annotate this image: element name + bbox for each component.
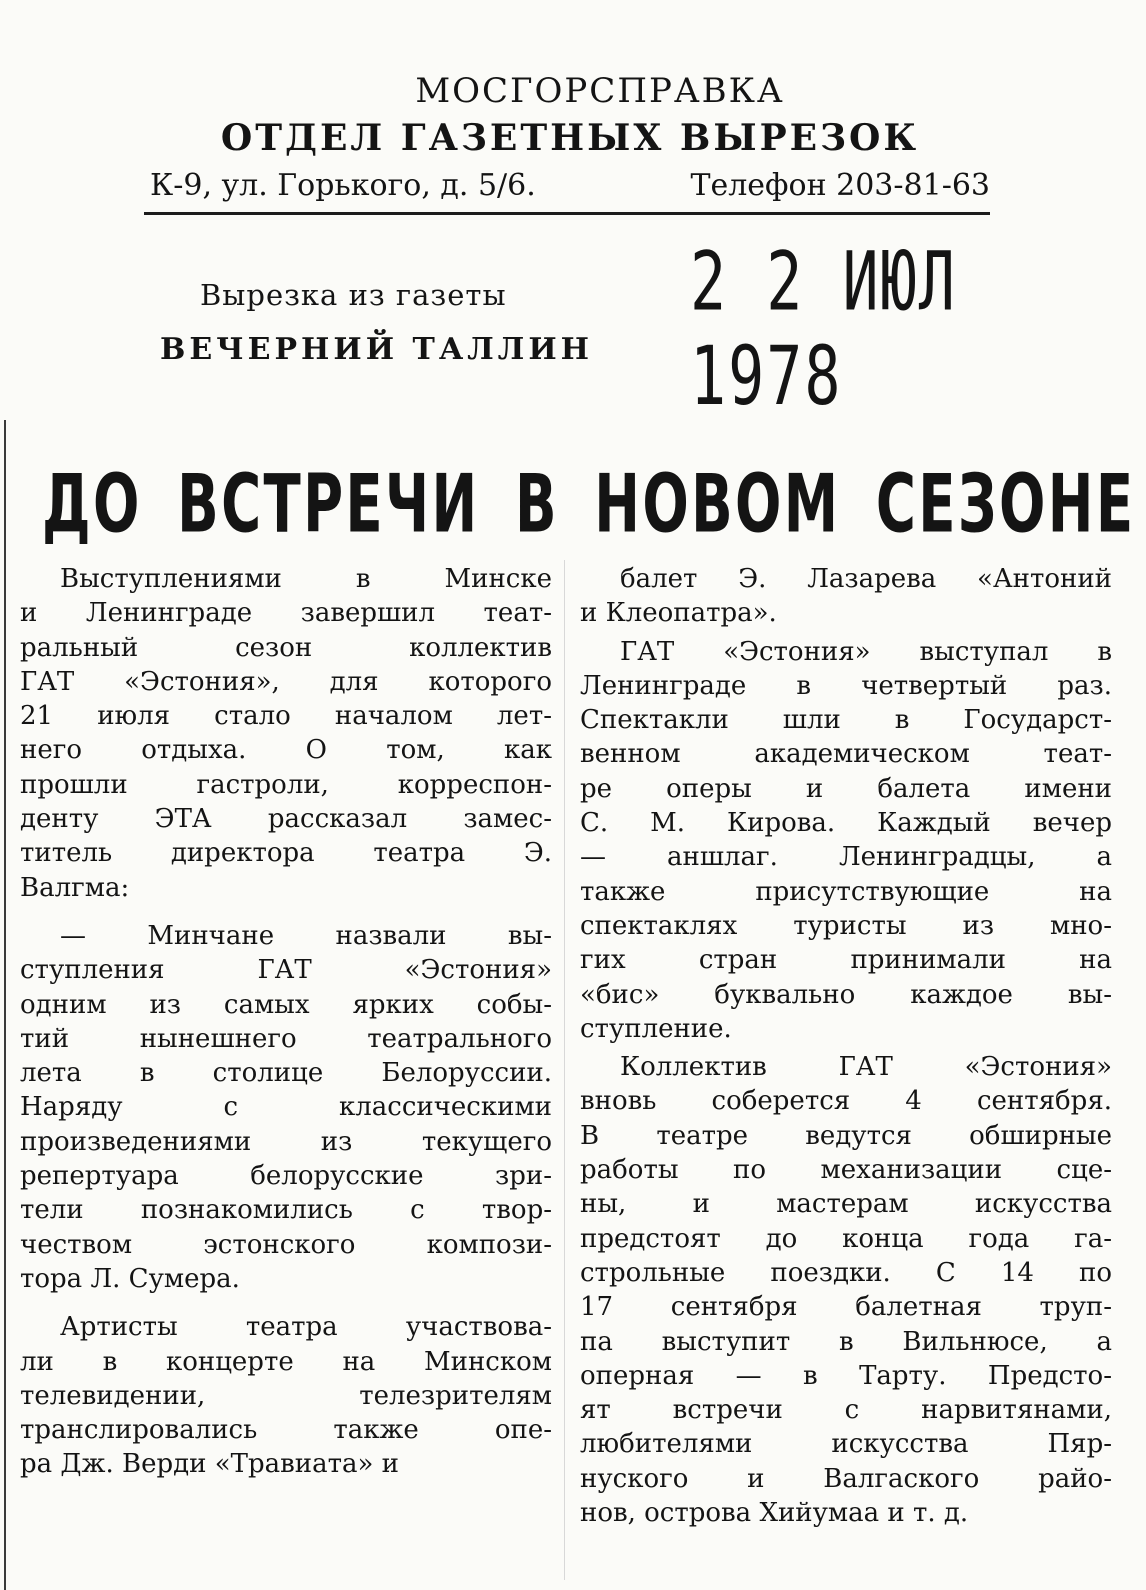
article-line: ГАТ «Эстония», для которого xyxy=(20,666,552,697)
article-line: венном академическом теат- xyxy=(580,739,1112,770)
article-line: — Минчане назвали вы- xyxy=(60,920,552,951)
article-line: Спектакли шли в Государст- xyxy=(580,705,1112,736)
article-line: Ленинграде в четвертый раз. xyxy=(580,670,1112,701)
paragraph xyxy=(20,562,552,905)
article-line: одним из самых ярких собы- xyxy=(20,989,552,1020)
article-line: прошли гастроли, корреспон- xyxy=(20,769,552,800)
article-line: «бис» буквально каждое вы- xyxy=(580,979,1112,1010)
paragraph xyxy=(580,1050,1112,1530)
source-label: Вырезка из газеты xyxy=(200,278,507,312)
clipping-edge xyxy=(4,420,6,1590)
stamp-divider xyxy=(144,212,990,215)
article-line: репертуара белорусские зри- xyxy=(20,1161,552,1192)
article-line: ят встречи с нарвитянами, xyxy=(580,1395,1112,1426)
article-line: ГАТ «Эстония» выступал в xyxy=(620,636,1112,667)
article-line: нуского и Валгаского райо- xyxy=(580,1463,1112,1494)
article-line: лета в столице Белоруссии. xyxy=(20,1058,552,1089)
stamp-department: ОТДЕЛ ГАЗЕТНЫХ ВЫРЕЗОК xyxy=(220,117,920,159)
stamp-address: К-9, ул. Горького, д. 5/6. xyxy=(150,168,536,203)
article-line: и Клеопатра». xyxy=(580,598,777,629)
article-line: оперная — в Тарту. Предсто- xyxy=(580,1360,1112,1391)
article-line: ра Дж. Верди «Травиата» и xyxy=(20,1449,399,1480)
article-line: па выступит в Вильнюсе, а xyxy=(580,1326,1112,1357)
article-line: ступления ГАТ «Эстония» xyxy=(20,955,552,986)
article-line: Выступлениями в Минске xyxy=(60,564,552,594)
article-line: и Ленинграде завершил теат- xyxy=(20,598,552,629)
article-line: тели познакомились с твор- xyxy=(20,1195,552,1226)
article-line: тий нынешнего театрального xyxy=(20,1023,552,1054)
article-line: ступление. xyxy=(580,1013,732,1044)
article-line: гих стран принимали на xyxy=(580,945,1112,976)
newspaper-name: ВЕЧЕРНИЙ ТАЛЛИН xyxy=(160,332,594,367)
paragraph xyxy=(20,919,552,1296)
stamp-organization: МОСГОРСПРАВКА xyxy=(415,71,785,111)
article-line: Наряду с классическими xyxy=(20,1092,552,1123)
paragraph-gap xyxy=(20,1296,552,1310)
article-line: строльные поездки. С 14 по xyxy=(580,1257,1112,1288)
article-line: предстоят до конца года га- xyxy=(580,1223,1112,1254)
article-line: ральный сезон коллектив xyxy=(20,632,552,663)
article-line: нов, острова Хийумаа и т. д. xyxy=(580,1498,969,1529)
article-line: В театре ведутся обширные xyxy=(580,1120,1112,1151)
bureau-stamp xyxy=(140,70,1000,215)
article-line: телевидении, телезрителям xyxy=(20,1380,552,1411)
article-line: 17 сентября балетная труп- xyxy=(580,1292,1112,1323)
article-line: тора Л. Сумера. xyxy=(20,1263,240,1294)
article-line: Валгма: xyxy=(20,872,130,903)
article-line: титель директора театра Э. xyxy=(20,838,552,869)
article-line: ре оперы и балета имени xyxy=(580,773,1112,804)
article-column-left xyxy=(20,562,552,1482)
paragraph xyxy=(580,562,1112,631)
article-line: Коллектив ГАТ «Эстония» xyxy=(620,1052,1112,1083)
date-stamp: 2 2 ИЮЛ 1978 xyxy=(690,235,957,424)
column-divider xyxy=(564,560,565,1580)
article-line: произведениями из текущего xyxy=(20,1126,552,1157)
article-line: денту ЭТА рассказал замес- xyxy=(20,804,552,835)
paragraph xyxy=(20,1310,552,1481)
stamp-contact-row xyxy=(140,166,1000,206)
article-line: балет Э. Лазарева «Антоний xyxy=(620,564,1112,594)
article-line: — аншлаг. Ленинградцы, а xyxy=(580,842,1112,873)
article-line: чеством эстонского компози- xyxy=(20,1229,552,1260)
article-line: также присутствующие на xyxy=(580,876,1112,907)
article-line: любителями искусства Пяр- xyxy=(580,1429,1112,1460)
paragraph-gap xyxy=(20,905,552,919)
article-line: 21 июля стало началом лет- xyxy=(20,701,552,732)
article-line: работы по механизации сце- xyxy=(580,1155,1112,1186)
article-line: ны, и мастерам искусства xyxy=(580,1189,1112,1220)
article-line: С. М. Кирова. Каждый вечер xyxy=(580,808,1112,839)
article-line: Артисты театра участвова- xyxy=(60,1312,552,1343)
stamp-phone: Телефон 203-81-63 xyxy=(690,168,990,203)
article-line: него отдыха. О том, как xyxy=(20,735,552,766)
article-column-right xyxy=(580,562,1112,1530)
paragraph xyxy=(580,635,1112,1047)
article-headline: ДО ВСТРЕЧИ В НОВОМ СЕЗОНЕ xyxy=(42,456,1136,552)
article-line: спектаклях туристы из мно- xyxy=(580,910,1112,941)
article-line: вновь соберется 4 сентября. xyxy=(580,1086,1112,1117)
article-line: ли в концерте на Минском xyxy=(20,1346,552,1377)
article-line: транслировались также опе- xyxy=(20,1415,552,1446)
